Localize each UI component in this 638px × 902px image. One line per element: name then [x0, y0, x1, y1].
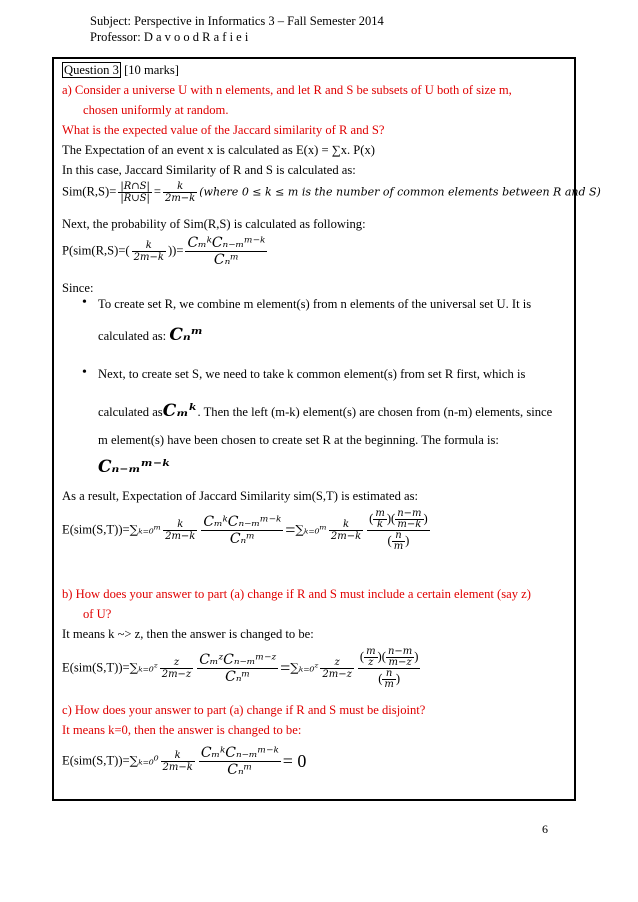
binomial-fraction-a: ( $\frac{m}{k}$ )( $\frac{n-m}{m-k}$ ) ( $\frac{n}{m}$ ): [369, 508, 428, 552]
e-k-fraction-2: $\frac{k}{2m-k}$: [330, 519, 362, 542]
probability-formula: [62, 235, 269, 268]
probability-intro: Next, the probability of Sim(R,S) is calculated as following:: [62, 217, 366, 231]
p-mid: ))=: [167, 243, 184, 258]
equals-big: =: [285, 520, 296, 540]
part-b-question-line1: b) How does your answer to part (a) change if R and S must include a certain element (say z): [62, 587, 531, 601]
k-fraction: $\frac{k}{2m-k}$: [164, 181, 196, 204]
expectation-formula-b: [62, 647, 422, 690]
part-a-question-line1: a) Consider a universe U with n elements, and let R and S be subsets of U both of size m,: [62, 83, 512, 97]
result-line: As a result, Expectation of Jaccard Similarity sim(S,T) is estimated as:: [62, 489, 419, 503]
e-comb-fraction-z: CₘᶻCₙ₋ₘᵐ⁻ᶻ Cₙᵐ: [199, 652, 277, 685]
sim-formula: [62, 181, 601, 204]
bullet1-line2: calculated as: Cₙᵐ: [98, 325, 204, 345]
expectation-formula-a: [62, 509, 432, 552]
question-marks: [10 marks]: [120, 63, 179, 77]
e-comb-fraction: CₘᵏCₙ₋ₘᵐ⁻ᵏ Cₙᵐ: [203, 514, 282, 547]
sum-k: ∑ₖ₌₀ᵐ: [129, 522, 162, 537]
p-k-fraction: $\frac{k}{2m-k}$: [133, 240, 164, 263]
bullet1-line1: To create set R, we combine m element(s) from n elements of the universal set U. It is: [98, 297, 532, 311]
bullet2-formula: Cₙ₋ₘᵐ⁻ᵏ: [98, 457, 171, 477]
e-z-fraction: $\frac{z}{2m-z}$: [161, 657, 192, 680]
cmk-formula: Cₘᵏ: [162, 401, 198, 421]
expectation-formula-c: [62, 745, 306, 778]
bullet2-line3: m element(s) have been chosen to create set R at the beginning. The formula is:: [98, 433, 499, 447]
part-a-question-line2: chosen uniformly at random.: [83, 103, 229, 117]
sum-0: ∑ₖ₌₀⁰: [129, 753, 159, 768]
e-k-fraction-c: $\frac{k}{2m-k}$: [162, 750, 193, 773]
bullet2-line2: calculated asCₘᵏ. Then the left (m-k) element(s) are chosen from (n-m) elements, since: [98, 401, 553, 421]
sim-lhs: Sim(R,S)=: [62, 184, 117, 199]
equals-sign: =: [153, 184, 161, 199]
part-b-answer: It means k ~> z, then the answer is changed to be:: [62, 627, 314, 641]
jaccard-intro: In this case, Jaccard Similarity of R and S is calculated as:: [62, 163, 356, 177]
professor-line: Professor: D a v o o d R a f i e i: [90, 30, 249, 44]
e-lhs-b: E(sim(S,T))=: [62, 660, 130, 675]
e-lhs-a: E(sim(S,T))=: [62, 522, 130, 537]
sum-z-2: ∑ₖ₌₀ᶻ: [290, 660, 319, 675]
page-number: 6: [542, 822, 548, 836]
subject-line: Subject: Perspective in Informatics 3 – Fall Semester 2014: [90, 14, 384, 28]
sim-fraction: $\frac{|R\cap S|}{|R\cup S|}$: [120, 181, 150, 204]
cnm-formula: Cₙᵐ: [169, 325, 204, 345]
bullet2-line1: Next, to create set S, we need to take k common element(s) from set R first, which is: [98, 367, 526, 381]
e-lhs-c: E(sim(S,T))=: [62, 753, 130, 768]
part-c-answer: It means k=0, then the answer is changed to be:: [62, 723, 302, 737]
e-k-fraction: $\frac{k}{2m-k}$: [165, 519, 196, 542]
where-clause: (where 0 ≤ k ≤ m is the number of common elements between R and S): [199, 185, 601, 199]
expectation-definition: The Expectation of an event x is calculated as E(x) = ∑x. P(x): [62, 143, 375, 157]
p-comb-fraction: CₘᵏCₙ₋ₘᵐ⁻ᵏ Cₙᵐ: [187, 235, 266, 268]
since-label: Since:: [62, 281, 94, 295]
sum-z: ∑ₖ₌₀ᶻ: [129, 660, 158, 675]
equals-big-b: =: [280, 658, 291, 678]
e-comb-fraction-c: CₘᵏCₙ₋ₘᵐ⁻ᵏ Cₙᵐ: [200, 745, 279, 778]
p-lhs: P(sim(R,S)=(: [62, 243, 130, 258]
question-box: [52, 57, 601, 801]
sum-k-2: ∑ₖ₌₀ᵐ: [295, 522, 327, 537]
bullet-2: •: [82, 365, 87, 380]
question-title: [62, 63, 179, 78]
equals-zero: = 0: [282, 751, 307, 771]
bullet-1: •: [82, 295, 87, 310]
question-label: Question 3: [64, 63, 119, 77]
part-a-question-line3: What is the expected value of the Jaccard similarity of R and S?: [62, 123, 385, 137]
binomial-fraction-b: ( $\frac{m}{z}$ )( $\frac{n-m}{m-z}$ ) ( $\frac{n}{m}$ ): [359, 646, 419, 690]
e-z-fraction-2: $\frac{z}{2m-z}$: [322, 657, 352, 680]
part-b-question-line2: of U?: [83, 607, 112, 621]
part-c-question: c) How does your answer to part (a) change if R and S must be disjoint?: [62, 703, 426, 717]
